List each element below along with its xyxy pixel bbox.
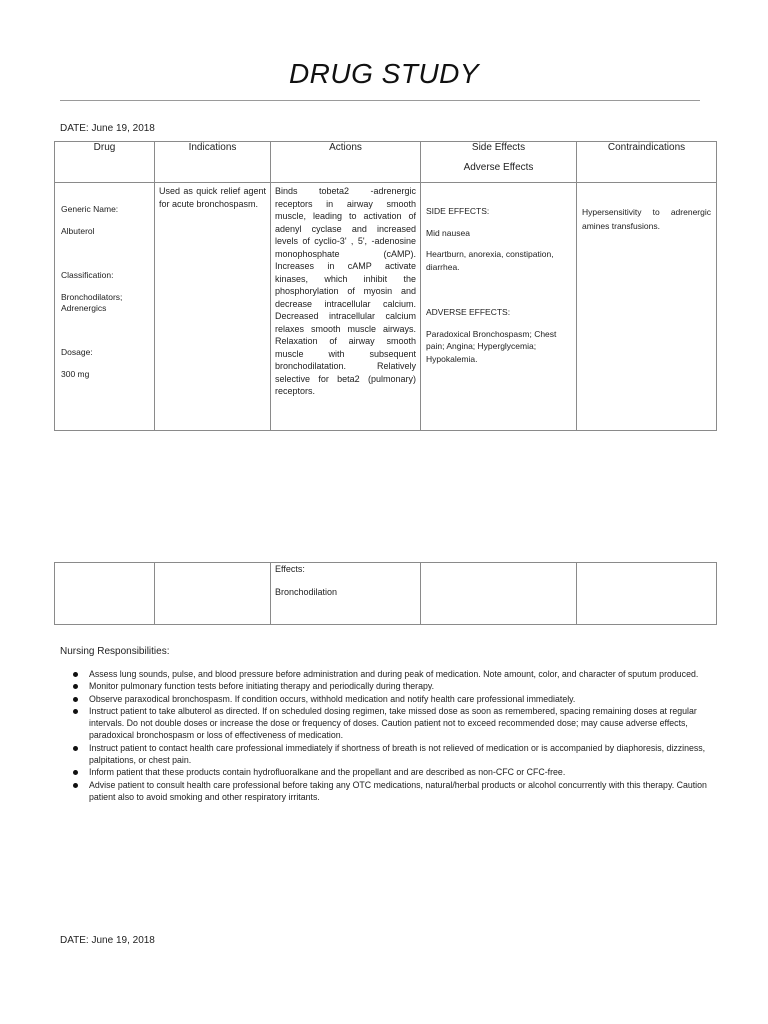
list-item-text: Advise patient to consult health care professional before taking any OTC medications, natural/herbal products or alcohol concurrently with this therapy. Caution patient also to avoid smoking and other respiratory irritants. [89,779,707,802]
side-effects-cell [421,183,577,431]
generic-name-value: Albuterol [61,226,95,236]
adverse-effects-label: ADVERSE EFFECTS: [426,307,511,317]
contraindications-text: Hypersensitivity to adrenergic amines transfusions. [582,207,711,231]
drug-cell [55,183,155,431]
title-divider [60,100,700,101]
header-adverse-effects-label: Adverse Effects [463,162,534,173]
effects-value: Bronchodilation [275,587,338,597]
list-item-text: Observe paraxodical bronchospasm. If condition occurs, withhold medication and notify health care professional immediately. [89,693,576,704]
list-item [60,779,720,804]
side-effect-item: Mid nausea [426,227,470,238]
list-item [60,668,720,680]
list-item-text: Instruct patient to contact health care professional immediately if shortness of breath is not relieved of medication or is accompanied by diaphoresis, dizziness, palpitations, or chest pain. [89,742,706,766]
effects-label: Effects: [275,564,305,574]
list-item [60,766,720,778]
bullet-icon [73,672,78,677]
date-bottom: DATE: June 19, 2018 [60,935,155,946]
table-row [55,183,717,431]
classification-label: Classification: [61,270,114,280]
list-item-text: Instruct patient to take albuterol as directed. If on scheduled dosing regimen, take missed dose as soon as remembered, spacing remaining doses at regular intervals. Do not double doses or increase the dose or frequency of doses. Caution patient not to exceed recommended dose; may cause adverse effects, paradoxical bronchospasm or loss of effectiveness of medication. [89,705,697,741]
dosage-value: 300 mg [61,369,90,379]
dosage-label: Dosage: [61,347,93,357]
indications-cell [155,183,271,431]
contraindications-cell [577,563,717,625]
actions-cell [271,563,421,625]
drug-cell [55,563,155,625]
header-contraindications: Contraindications [577,142,717,183]
header-actions: Actions [271,142,421,183]
table-row [55,563,717,625]
actions-text: Binds tobeta2 -adrenergic receptors in airway smooth muscle, leading to activation of adenyl cyclase and increased levels of cyclio-3' , 5', -adenosine monophosphate (cAMP). Increases in cAMP activate kinases, which inhibit the phosphorylation of myosin and decrease intracellular calcium. Decreased intracellular calcium relaxes smooth muscle airways. Relaxation of airway smooth muscle with subsequent bronchodilatation. Relatively selective for beta2 (pulmonary) receptors. [275,186,416,396]
bullet-icon [73,697,78,702]
nursing-responsibilities-heading: Nursing Responsibilities: [60,646,170,657]
adverse-effect-item: Paradoxical Bronchospasm; Chest pain; Angina; Hyperglycemia; Hypokalemia. [426,328,557,364]
drug-study-table [54,141,717,431]
actions-cell [271,183,421,431]
header-drug: Drug [55,142,155,183]
side-effects-cell [421,563,577,625]
list-item [60,742,720,767]
drug-study-table-continued [54,562,717,625]
side-effect-item: Heartburn, anorexia, constipation, diarrhea. [426,249,554,272]
header-side-effects-label: Side Effects [471,142,526,153]
classification-value: Bronchodilators; Adrenergics [61,292,123,313]
list-item [60,680,720,692]
list-item [60,705,720,742]
list-item-text: Inform patient that these products contain hydrofluoralkane and the propellant and are described as non-CFC or CFC-free. [89,767,566,778]
list-item-text: Assess lung sounds, pulse, and blood pressure before administration and during peak of medication. Note amount, color, and character of sputum produced. [89,669,699,679]
indications-cell [155,563,271,625]
bullet-icon [73,770,78,775]
indications-text: Used as quick relief agent for acute bronchospasm. [159,186,266,209]
document-title: DRUG STUDY [288,58,480,89]
generic-name-label: Generic Name: [61,204,119,214]
header-side-effects [421,142,577,183]
bullet-icon [73,746,78,751]
list-item-text: Monitor pulmonary function tests before initiating therapy and periodically during therapy. [89,681,435,692]
side-effects-label: SIDE EFFECTS: [426,206,490,216]
table-header-row [55,142,717,183]
header-indications: Indications [155,142,271,183]
nursing-responsibilities-list [60,668,720,803]
list-item [60,693,720,705]
date-top: DATE: June 19, 2018 [60,123,155,134]
bullet-icon [73,684,78,689]
contraindications-cell [577,183,717,431]
bullet-icon [73,709,78,714]
bullet-icon [73,783,78,788]
